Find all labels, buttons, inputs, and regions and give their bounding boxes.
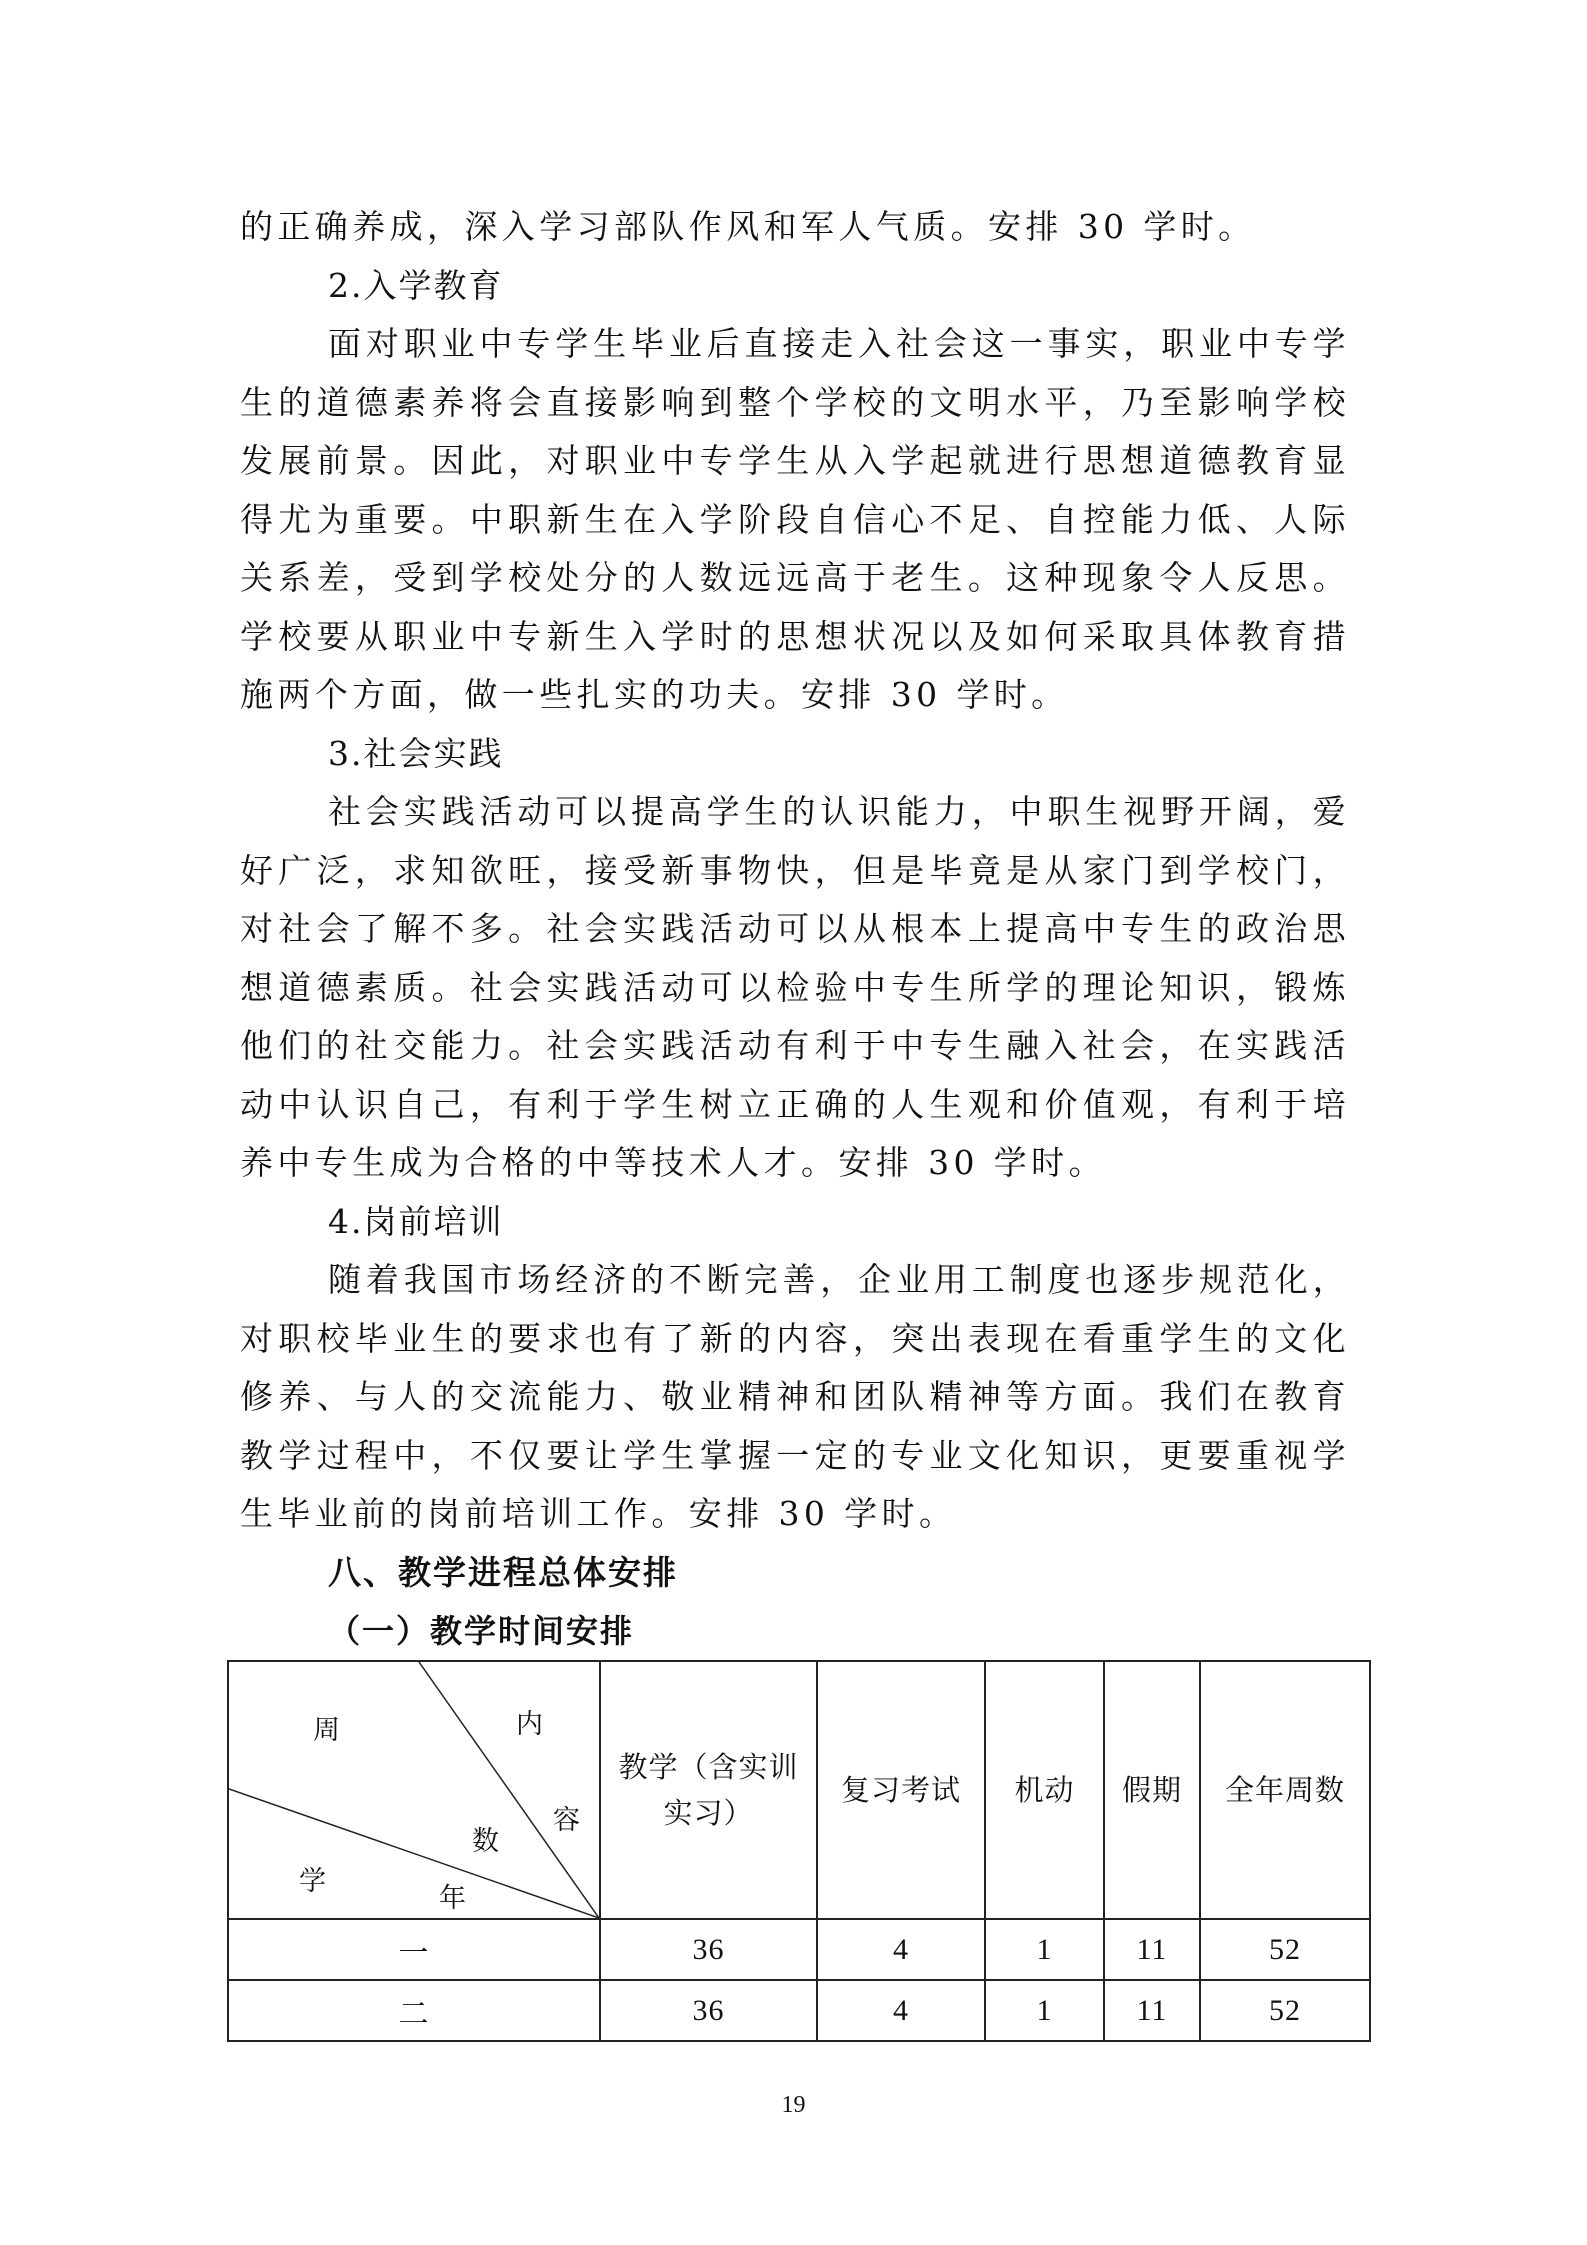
heading-pre-job-training: 4.岗前培训 [328,1201,504,1241]
paragraph-military-training-end: 的正确养成，深入学习部队作风和军人气质。安排 30 学时。 [240,207,1256,246]
diag-label-nei: 内 [516,1709,544,1740]
header-flexible: 机动 [985,1661,1104,1919]
diagonal-lines [229,1662,599,1918]
table-row [228,1919,1370,1980]
heading-enrollment-education: 2.入学教育 [328,265,504,305]
subsection-heading: （一）教学时间安排 [328,1611,635,1650]
cell-flex: 1 [985,1980,1104,2041]
cell-teaching: 36 [600,1980,817,2041]
table-row [228,1980,1370,2041]
teaching-schedule-table [227,1660,1371,2042]
diag-label-xue: 学 [299,1866,327,1897]
cell-year: 二 [228,1980,600,2041]
heading-social-practice: 3.社会实践 [328,733,504,773]
body-text [240,198,1350,1660]
cell-holiday: 11 [1104,1980,1200,2041]
diag-label-rong: 容 [553,1805,581,1836]
cell-flex: 1 [985,1919,1104,1980]
paragraph-pre-job-training: 随着我国市场经济的不断完善，企业用工制度也逐步规范化，对职校毕业生的要求也有了新的内容，突出表现在看重学生的文化修养、与人的交流能力、敬业精神和团队精神等方面。我们在教育教学过程中，不仅要让学生掌握一定的专业文化知识，更要重视学生毕业前的岗前培训工作。安排 30 学时。 [240,1260,1350,1533]
diag-label-nian: 年 [439,1883,467,1914]
diag-label-zhou: 周 [313,1715,341,1746]
header-total-weeks: 全年周数 [1200,1661,1370,1919]
cell-total: 52 [1200,1919,1370,1980]
cell-year: 一 [228,1919,600,1980]
header-teaching: 教学（含实训实习） [600,1661,817,1919]
cell-teaching: 36 [600,1919,817,1980]
section-heading: 八、教学进程总体安排 [328,1552,678,1592]
header-holiday: 假期 [1104,1661,1200,1919]
cell-total: 52 [1200,1980,1370,2041]
diag-label-shu: 数 [472,1826,500,1857]
header-review-exam: 复习考试 [817,1661,985,1919]
cell-review: 4 [817,1980,985,2041]
table-header-row [228,1661,1370,1919]
cell-holiday: 11 [1104,1919,1200,1980]
paragraph-social-practice: 社会实践活动可以提高学生的认识能力，中职生视野开阔，爱好广泛，求知欲旺，接受新事物快，但是毕竟是从家门到学校门，对社会了解不多。社会实践活动可以从根本上提高中专生的政治思想道德素质。社会实践活动可以检验中专生所学的理论知识，锻炼他们的社交能力。社会实践活动有利于中专生融入社会，在实践活动中认识自己，有利于学生树立正确的人生观和价值观，有利于培养中专生成为合格的中等技术人才。安排 30 学时。 [240,792,1350,1182]
diagonal-header-cell [228,1661,600,1919]
page-number: 19 [781,2092,806,2118]
cell-review: 4 [817,1919,985,1980]
paragraph-enrollment-education: 面对职业中专学生毕业后直接走入社会这一事实，职业中专学生的道德素养将会直接影响到整个学校的文明水平，乃至影响学校发展前景。因此，对职业中专学生从入学起就进行思想道德教育显得尤为重要。中职新生在入学阶段自信心不足、自控能力低、人际关系差，受到学校处分的人数远远高于老生。这种现象令人反思。学校要从职业中专新生入学时的思想状况以及如何采取具体教育措施两个方面，做一些扎实的功夫。安排 30 学时。 [240,324,1350,714]
